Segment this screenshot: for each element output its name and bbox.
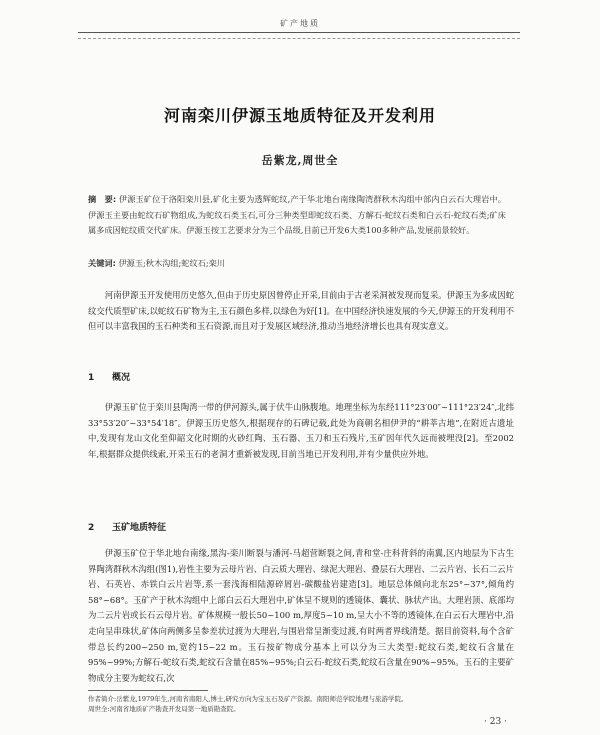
abstract-text: 伊源玉矿位于洛阳栾川县,矿化主要为透辉蛇纹,产于华北地台南缘陶湾群秋木沟组中部内白云石大理岩中。伊源玉主要由蛇纹石矿物组成,为蛇纹石类玉石,可分三种类型即蛇纹石类、方解石-蛇纹石类和白云石-蛇纹石类;矿床属多成因蛇纹质交代矿床。伊源玉按工艺要求分为三个品级,目前已开发6大类100多种产品,发展前景较好。 (88, 194, 506, 235)
footnote-rule (88, 690, 208, 691)
section-1-heading (88, 370, 130, 383)
page-number: · 23 · (484, 717, 507, 727)
article-title: 河南栾川伊源玉地质特征及开发利用 (163, 106, 436, 125)
header-dashed-rule (78, 38, 520, 39)
section-1-title: 概况 (112, 373, 131, 383)
section-2-number: 2 (88, 523, 95, 533)
running-head: 矿产地质 (280, 19, 320, 28)
article-authors: 岳紫龙,周世全 (261, 154, 339, 167)
keywords (88, 256, 506, 271)
section-2-paragraph: 伊源玉矿位于华北地台南缘,黑沟-栾川断裂与潘河-马超营断裂之间,青和堂-庄科背斜的南翼,区内地层为下古生界陶湾群秋木沟组(图1),岩性主要为云母片岩、白云质大理岩、绿泥大理岩、叠层石大理岩、二云片岩、长石二云片岩、石英岩、赤铁白云片岩等,系一套浅海相陆源碎屑岩-碳酸盐岩建造[3]。地层总体倾向北东25°~37°,倾角约58°~68°。玉矿产于秋木沟组中上部白云石大理岩中,矿体呈不规则的透镜体、囊状、脉状产出。大理岩顶、底部均为二云片岩或长石云母片岩。矿体规模一般长50~100 m,厚度5~10 m,呈大小不等的透镜体,在白云石大理岩中,沿走向呈串珠状,矿体向两侧多呈参差状过渡为大理岩,与围岩常呈渐变过渡,有时两者界线清楚。据目前资料,每个含矿带总长约200~250 m,宽约15~22 m。玉石按矿物成分基本上可以分为三大类型:蛇纹石类,蛇纹石含量在95%~99%;方解石-蛇纹石类,蛇纹石含量在85%~95%;白云石-蛇纹石类,蛇纹石含量在90%~95%。玉石的主要矿物成分主要为蛇纹石,次 (88, 548, 514, 683)
section-1-paragraph: 伊源玉矿位于栾川县陶湾一带的伊河源头,属于伏牛山脉腹地。地理坐标为东经111°23′00″~111°23′24″,北纬33°53′20″~33°54′18″。伊源玉历史悠久,根据现存的石碑记载,此处为商朝名相伊尹的“耕莘古地”,在附近古遗址中,发现有龙山文化至仰韶文化时期的火砂红陶、玉石器、玉刀和玉石残片,玉矿因年代久远而被埋没[2]。至2002年,根据群众提供线索,开采玉石的老洞才重新被发现,目前当地已开发利用,并有少量供应外地。 (88, 402, 514, 459)
footnote-line-2: 周世全:河南省地质矿产勘查开发局第一地质勘查院。 (88, 705, 240, 713)
abstract (88, 192, 506, 239)
footnote (88, 694, 514, 714)
keywords-label: 关键词: (88, 258, 116, 268)
section-1-number: 1 (88, 373, 95, 383)
intro-paragraph: 河南伊源玉开发使用历史悠久,但由于历史原因曾停止开采,目前由于古老采洞被发现而复采。伊源玉为多成因蛇纹交代质型矿床,以蛇纹石矿物为主,玉石颜色多样,以绿色为好[1]。在中国经济快速发展的今天,伊源玉的开发利用不但可以丰富我国的玉石种类和玉石资源,而且对于发展区域经济,推动当地经济增长也具有现实意义。 (88, 290, 514, 332)
abstract-label: 摘 要: (88, 194, 117, 204)
keywords-text: 伊源玉;秋木沟组;蛇纹石;栾川 (118, 258, 225, 268)
section-2-title: 玉矿地质特征 (112, 523, 167, 533)
footnote-line-1: 作者简介:岳紫龙,1979年生,河南省南阳人,博士,研究方向为宝玉石及矿产资源。南阳师范学院地理与旅游学院。 (88, 695, 408, 703)
header-rule (78, 32, 520, 33)
section-2-heading (88, 520, 166, 533)
